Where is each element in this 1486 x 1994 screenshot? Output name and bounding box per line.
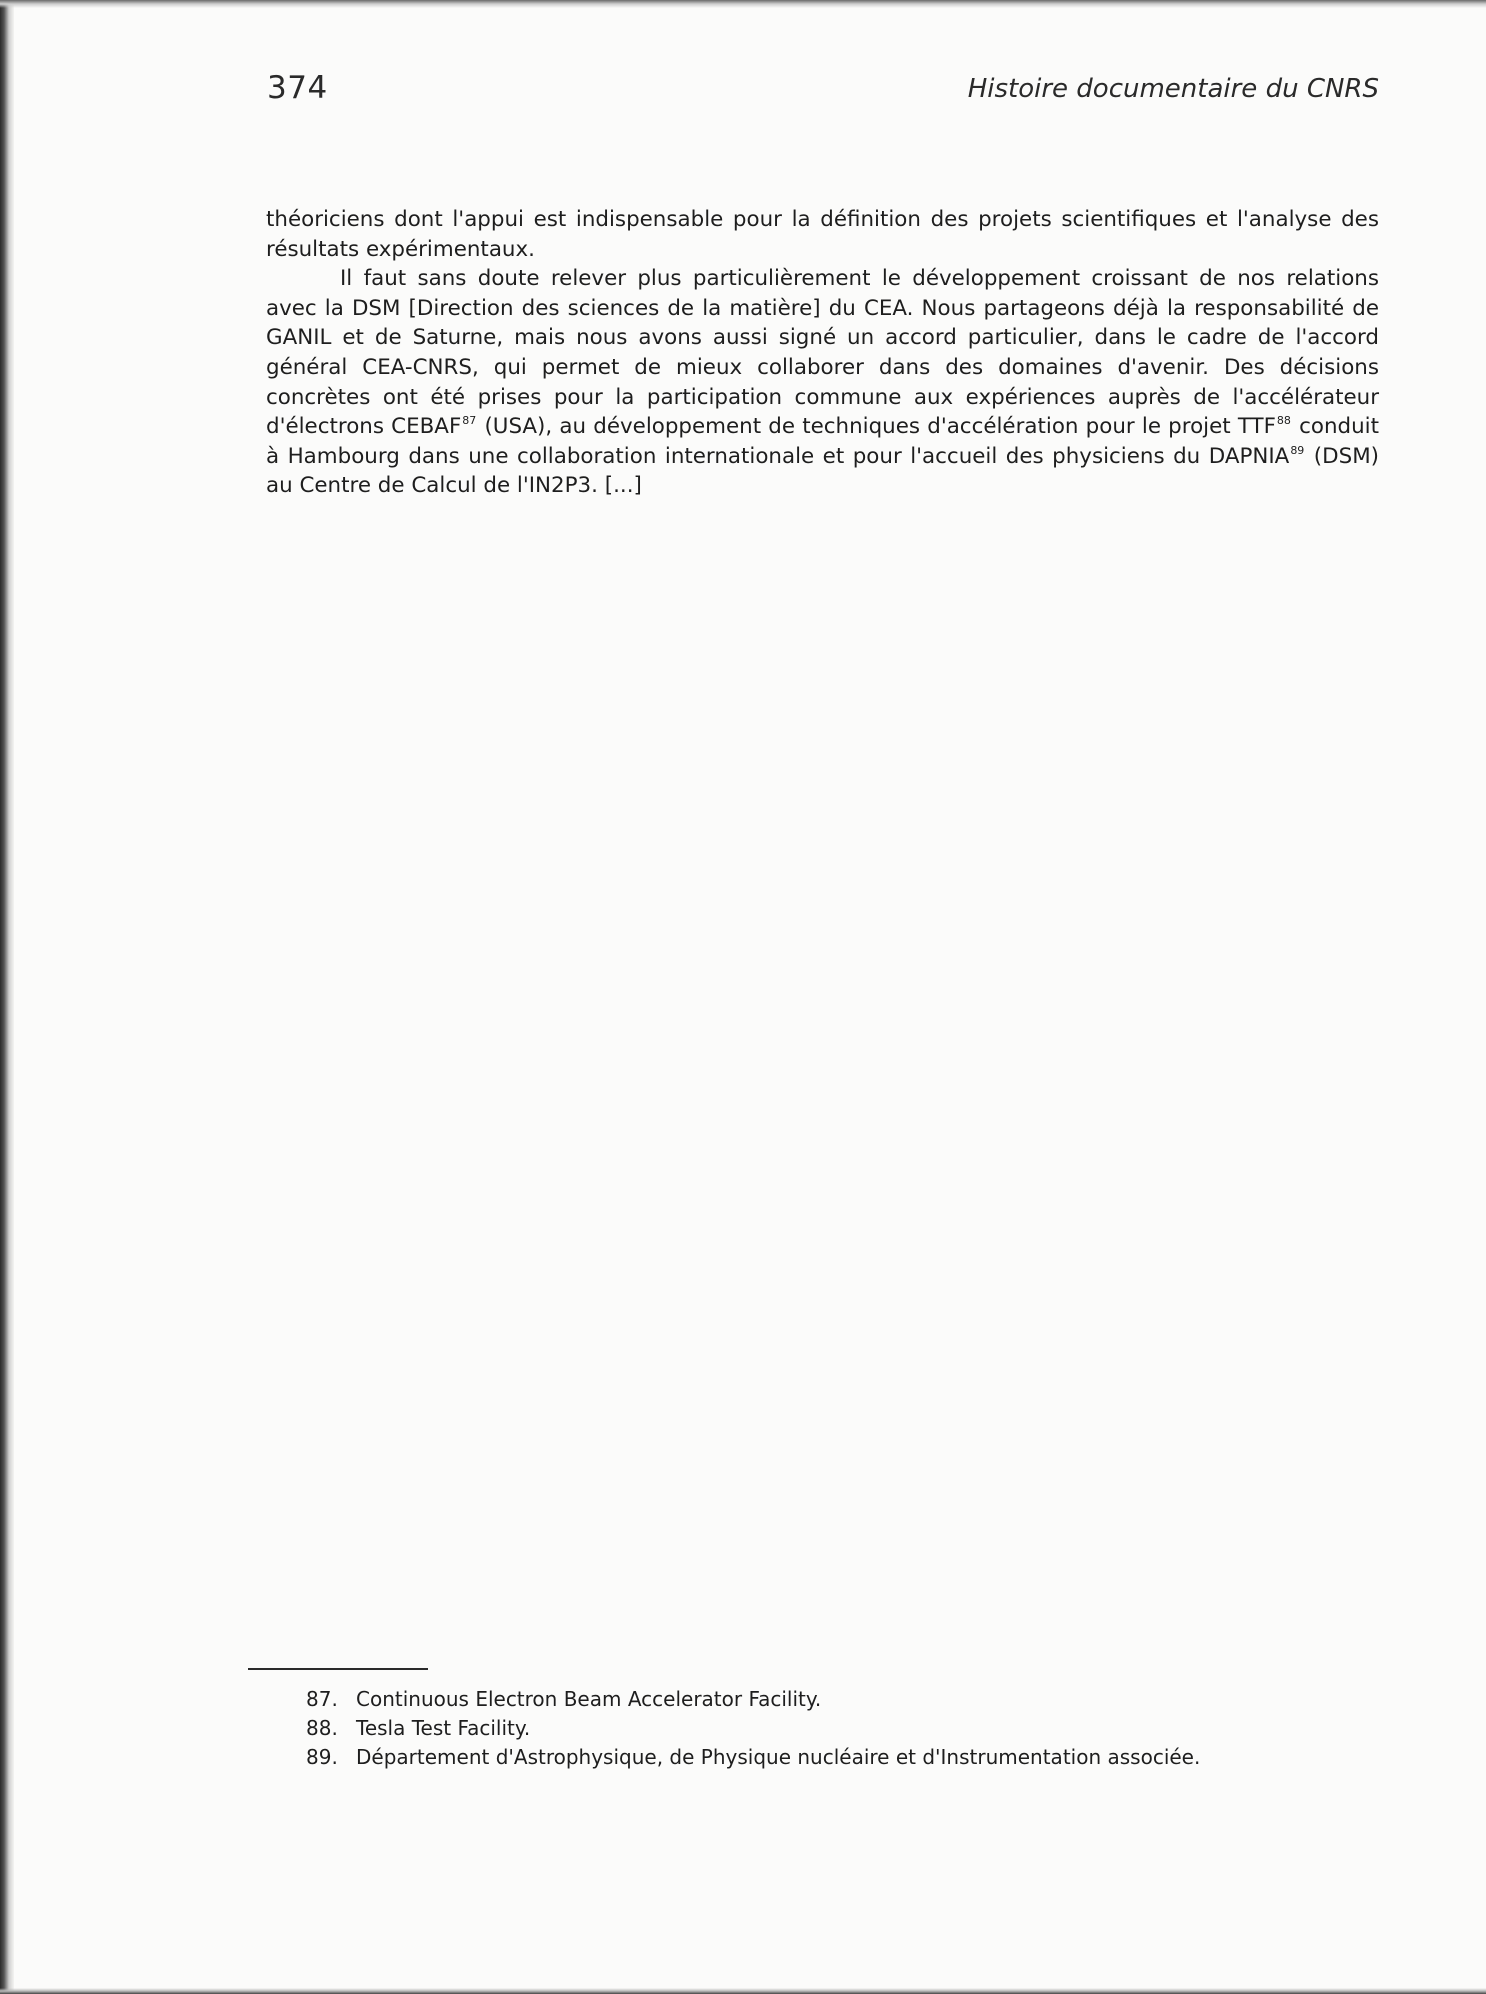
- footnote-88: [306, 1714, 1286, 1743]
- paragraph-text: Il faut sans doute relever plus particulièrement le développement croissant de nos relations avec la DSM [Direction des sciences de la matière] du CEA. Nous partageons déjà la responsabilité de GANIL et de Saturne, mais nous avons aussi signé un accord particulier, dans le cadre de l'accord général CEA-CNRS, qui permet de mieux collaborer dans des domaines d'avenir. Des décisions concrètes ont été prises pour la participation commune aux expériences auprès de l'accélérateur d'électrons CEBAF: [266, 266, 1379, 440]
- running-title: Histoire documentaire du CNRS: [967, 74, 1379, 104]
- footnote-number: 89.: [306, 1745, 338, 1769]
- page-binding-shadow: [0, 0, 14, 1994]
- footnote-separator: [248, 1668, 428, 1670]
- paragraph-text: conduit à Hambourg dans une collaboration internationale et pour l'accueil des physiciens du DAPNIA: [266, 414, 1379, 469]
- footnote-number: 87.: [306, 1687, 338, 1711]
- footnote-87: [306, 1685, 1286, 1714]
- footnote-text: Tesla Test Facility.: [356, 1716, 531, 1740]
- footnote-number: 88.: [306, 1716, 338, 1740]
- page-bottom-edge: [0, 1988, 1486, 1994]
- paragraph-continued: théoriciens dont l'appui est indispensable pour la définition des projets scientifiques et l'analyse des résultats expérimentaux.: [266, 207, 1379, 262]
- footnote-89: [306, 1743, 1286, 1772]
- page-number: 374: [267, 70, 328, 106]
- footnotes: [306, 1685, 1286, 1772]
- footnote-ref-88[interactable]: 88: [1276, 414, 1291, 428]
- footnote-text: Département d'Astrophysique, de Physique nucléaire et d'Instrumentation associée.: [356, 1745, 1201, 1769]
- paragraph-text: (USA), au développement de techniques d'accélération pour le projet TTF: [477, 414, 1276, 440]
- paragraph-text: (DSM) au Centre de Calcul de l'IN2P3. [...]: [266, 443, 1380, 499]
- paragraph: [266, 264, 1379, 501]
- footnote-ref-87[interactable]: 87: [462, 414, 477, 428]
- footnote-text: Continuous Electron Beam Accelerator Facility.: [356, 1687, 822, 1711]
- page-top-edge: [0, 0, 1486, 8]
- main-text: [266, 205, 1379, 501]
- footnote-ref-89[interactable]: 89: [1290, 443, 1305, 457]
